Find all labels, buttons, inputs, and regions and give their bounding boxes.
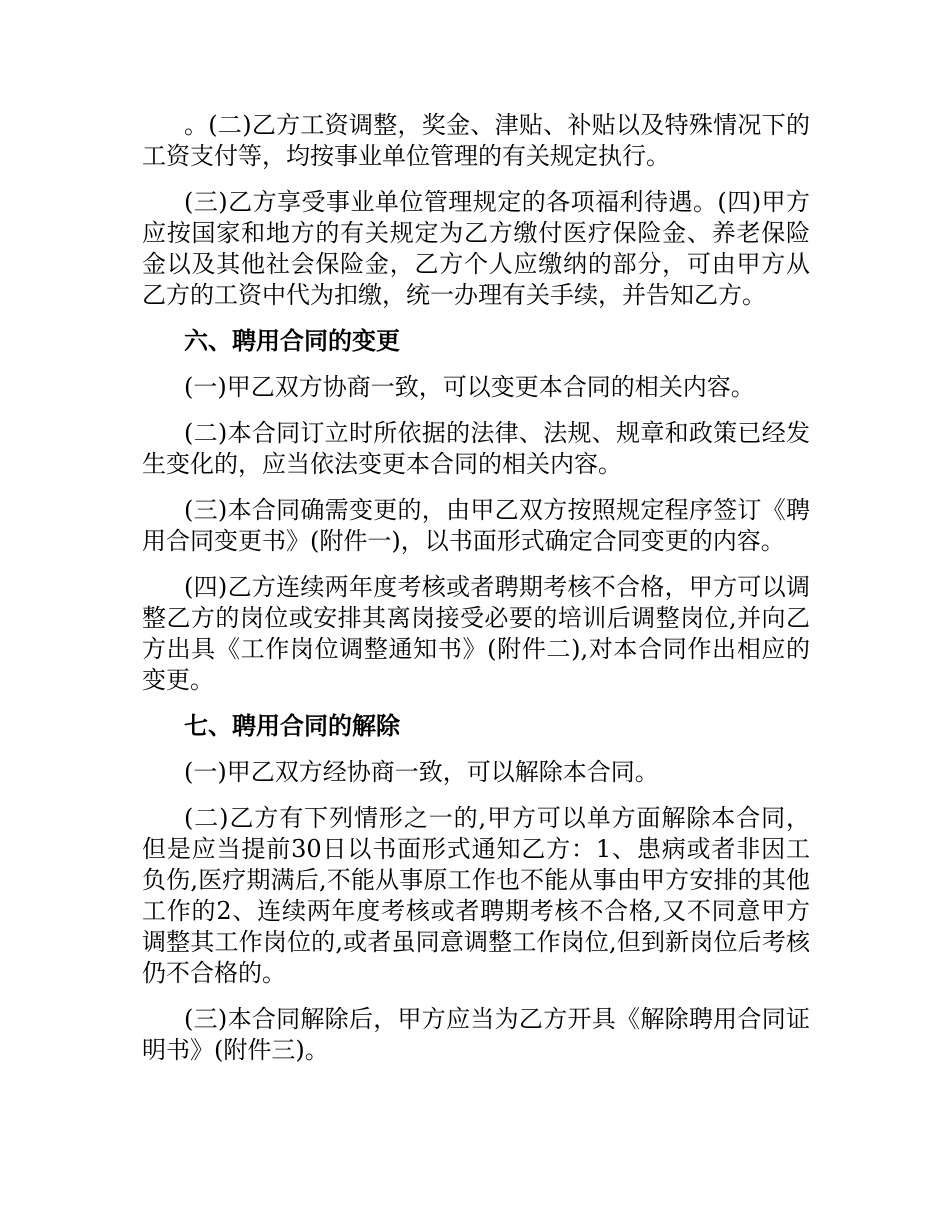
paragraph-termination-1: (一)甲乙双方经协商一致，可以解除本合同。: [184, 758, 659, 786]
paragraph-salary-adjustment: 。(二)乙方工资调整，奖金、津贴、补贴以及特殊情况下的工资支付等，均按事业单位管理的有关规定执行。: [142, 111, 810, 170]
paragraph-change-4: (四)乙方连续两年度考核或者聘期考核不合格，甲方可以调整乙方的岗位或安排其离岗接受必要的培训后调整岗位,并向乙方出具《工作岗位调整通知书》(附件二),对本合同作出相应的变更。: [142, 573, 810, 694]
document-page: [142, 110, 810, 1081]
paragraph-termination-2: (二)乙方有下列情形之一的,甲方可以单方面解除本合同，但是应当提前30日以书面形式通知乙方：1、患病或者非因工负伤,医疗期满后,不能从事原工作也不能从事由甲方安排的其他工作的2、连续两年度考核或者聘期考核不合格,又不同意甲方调整其工作岗位的,或者虽同意调整工作岗位,但到新岗位后考核仍不合格的。: [142, 804, 810, 987]
paragraph-change-2: (二)本合同订立时所依据的法律、法规、规章和政策已经发生变化的，应当依法变更本合同的相关内容。: [142, 419, 810, 478]
paragraph-welfare-insurance: (三)乙方享受事业单位管理规定的各项福利待遇。(四)甲方应按国家和地方的有关规定为乙方缴付医疗保险金、养老保险金以及其他社会保险金，乙方个人应缴纳的部分，可由甲方从乙方的工资中代为扣缴，统一办理有关手续，并告知乙方。: [142, 188, 810, 309]
paragraph-change-1: (一)甲乙双方协商一致，可以变更本合同的相关内容。: [184, 373, 755, 401]
section-heading-contract-change: 六、聘用合同的变更: [184, 327, 400, 355]
paragraph-change-3: (三)本合同确需变更的，由甲乙双方按照规定程序签订《聘用合同变更书》(附件一)，以书面形式确定合同变更的内容。: [142, 496, 810, 555]
paragraph-termination-3: (三)本合同解除后，甲方应当为乙方开具《解除聘用合同证明书》(附件三)。: [142, 1005, 810, 1064]
section-heading-contract-termination: 七、聘用合同的解除: [184, 712, 400, 740]
